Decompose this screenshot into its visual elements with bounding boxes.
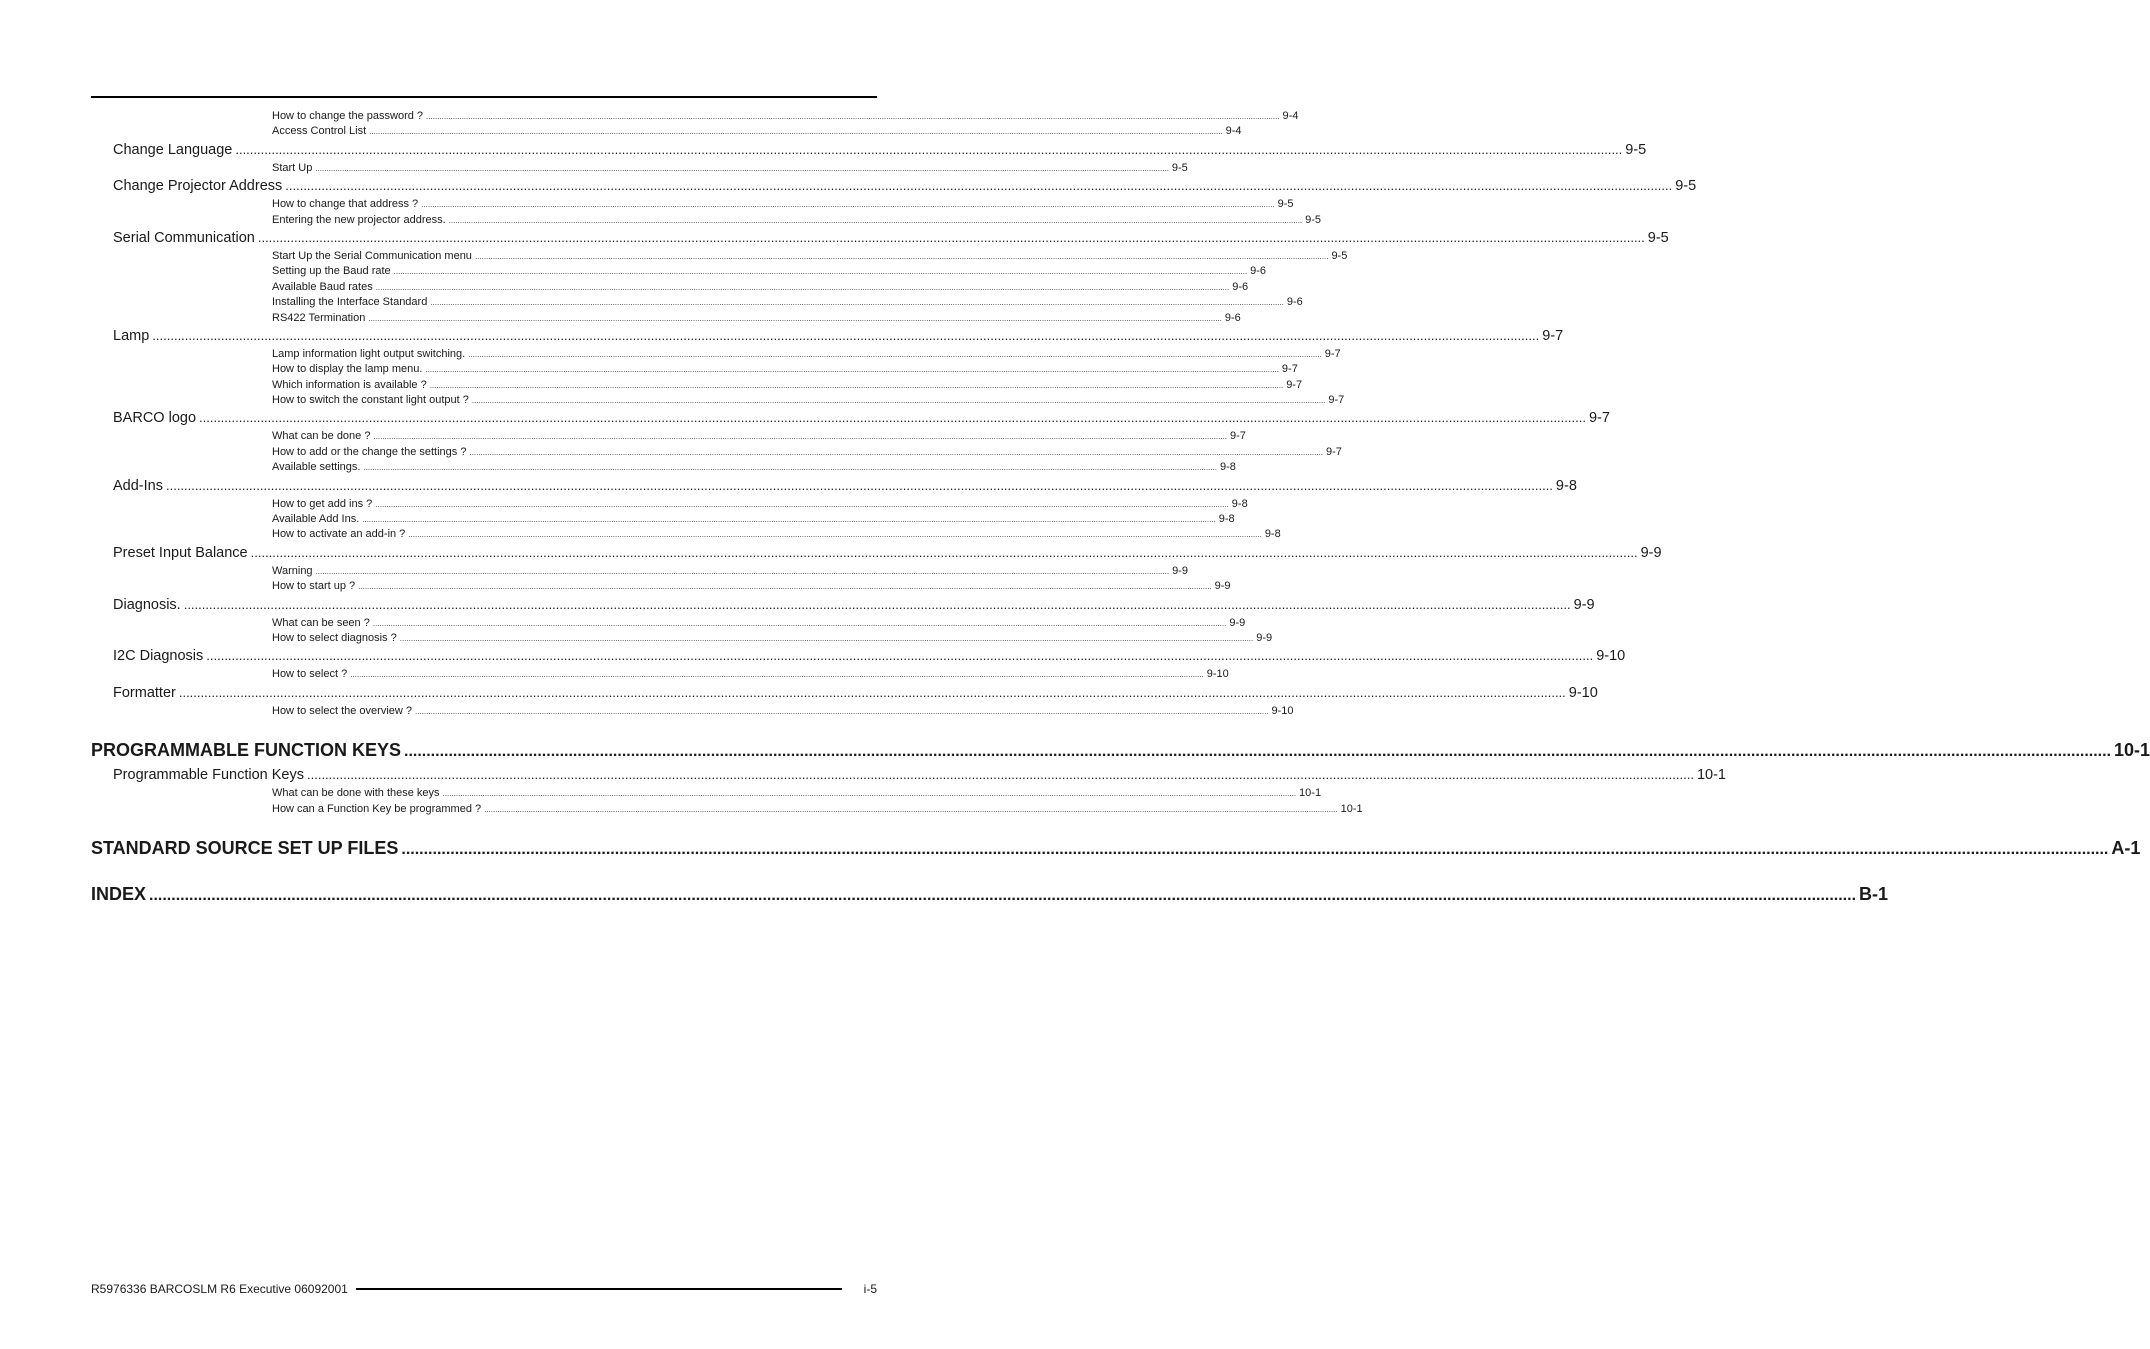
- toc-entry-sub[interactable]: [272, 668, 1229, 683]
- toc-entry-page: 9-7: [1229, 430, 1246, 443]
- toc-entry-title: STANDARD SOURCE SET UP FILES: [91, 837, 399, 858]
- toc-entry-title: How to display the lamp menu.: [272, 363, 423, 376]
- toc-entry-title: What can be seen ?: [272, 616, 370, 629]
- toc-entry-sub[interactable]: [272, 363, 1298, 378]
- toc-entry-page: 9-8: [1231, 497, 1248, 510]
- toc-entry-page: 9-10: [1206, 668, 1229, 681]
- toc-entry-sub[interactable]: [272, 378, 1303, 394]
- toc-entry-page: 9-9: [1214, 580, 1231, 593]
- dot-leader: [373, 432, 1227, 441]
- toc-entry-sub[interactable]: [272, 394, 1345, 409]
- toc-entry-page: 9-7: [1328, 394, 1345, 407]
- toc-entry-sub[interactable]: [272, 110, 1299, 125]
- page-number: i-5: [863, 1282, 877, 1296]
- toc-entry-sub[interactable]: [272, 461, 1236, 476]
- top-rule: [91, 96, 877, 98]
- toc-entry-title: Formatter: [113, 684, 176, 701]
- dot-leader: [258, 230, 1645, 245]
- toc-entry-sub[interactable]: [272, 787, 1322, 802]
- toc-entry-sec[interactable]: [113, 684, 1598, 705]
- toc-entry-sec[interactable]: [113, 410, 1610, 430]
- dot-leader: [376, 283, 1230, 292]
- toc-entry-title: Serial Communication: [113, 229, 255, 246]
- dot-leader: [184, 597, 1571, 612]
- dot-leader: [443, 789, 1297, 798]
- toc-entry-title: Access Control List: [272, 125, 367, 138]
- toc-entry-title: How to select diagnosis ?: [272, 631, 397, 644]
- toc-entry-chap[interactable]: [91, 883, 1889, 910]
- toc-entry-sec[interactable]: [113, 229, 1669, 250]
- dot-leader: [430, 298, 1284, 307]
- toc-entry-title: Setting up the Baud rate: [272, 265, 391, 278]
- toc-entry-page: 9-8: [1219, 461, 1236, 474]
- toc-entry-sub[interactable]: [272, 430, 1246, 445]
- dot-leader: [251, 545, 1638, 560]
- toc-entry-sec[interactable]: [113, 327, 1564, 348]
- dot-leader: [408, 530, 1262, 539]
- toc-entry-title: Available Baud rates: [272, 280, 373, 293]
- toc-entry-title: Start Up the Serial Communication menu: [272, 249, 472, 262]
- dot-leader: [149, 887, 1856, 905]
- dot-leader: [475, 252, 1329, 261]
- toc-entry-page: 9-7: [1325, 445, 1342, 458]
- toc-entry-title: RS422 Termination: [272, 311, 366, 324]
- toc-entry-chap[interactable]: [91, 837, 2141, 864]
- toc-entry-title: How to change that address ?: [272, 198, 419, 211]
- toc-entry-title: Preset Input Balance: [113, 544, 248, 561]
- toc-entry-title: Lamp: [113, 327, 150, 344]
- toc-gap: [0, 720, 954, 740]
- dot-leader: [421, 200, 1275, 209]
- dot-leader: [425, 365, 1279, 374]
- toc-entry-title: How to select ?: [272, 668, 348, 681]
- page-footer: [91, 1281, 877, 1297]
- toc-entry-title: Installing the Interface Standard: [272, 296, 428, 309]
- toc-entry-sec[interactable]: [113, 544, 1662, 565]
- toc-entry-page: 9-8: [1264, 528, 1281, 541]
- toc-entry-title: Lamp information light output switching.: [272, 347, 466, 360]
- dot-leader: [368, 314, 1222, 323]
- toc-entry-sub[interactable]: [272, 513, 1235, 528]
- toc-entry-page: 9-6: [1250, 265, 1267, 278]
- toc-entry-sub[interactable]: [272, 704, 1294, 720]
- toc-entry-sub[interactable]: [272, 802, 1363, 818]
- toc-entry-sec[interactable]: [113, 596, 1595, 617]
- toc-entry-page: A-1: [2111, 837, 2141, 858]
- dot-leader: [469, 448, 1323, 457]
- toc-entry-title: Programmable Function Keys: [113, 767, 304, 784]
- toc-entry-page: 9-5: [1277, 198, 1294, 211]
- toc-entry-title: I2C Diagnosis: [113, 648, 204, 665]
- toc-entry-title: Warning: [272, 564, 313, 577]
- toc-entry-sec[interactable]: [113, 141, 1647, 162]
- dot-leader: [404, 743, 2111, 761]
- toc-entry-title: How to add or the change the settings ?: [272, 445, 467, 458]
- dot-leader: [468, 350, 1322, 359]
- toc-entry-page: 10-1: [1299, 787, 1322, 800]
- toc-entry-title: BARCO logo: [113, 410, 197, 427]
- dot-leader: [358, 582, 1212, 591]
- dot-leader: [415, 707, 1269, 716]
- toc-entry-page: 9-10: [1568, 684, 1598, 701]
- dot-leader: [362, 515, 1216, 524]
- toc-entry-page: 9-5: [1647, 229, 1669, 246]
- toc-entry-page: 9-8: [1218, 513, 1235, 526]
- toc-entry-page: 9-9: [1172, 564, 1188, 577]
- toc-entry-title: How to switch the constant light output ?: [272, 394, 469, 407]
- toc-entry-title: How can a Function Key be programmed ?: [272, 802, 482, 815]
- toc-entry-page: 10-1: [1696, 767, 1726, 784]
- toc-entry-sub[interactable]: [272, 564, 1188, 580]
- toc-entry-title: Add-Ins: [113, 477, 163, 494]
- toc-entry-sec[interactable]: [113, 648, 1626, 668]
- toc-entry-sec[interactable]: [113, 178, 1697, 198]
- toc-entry-page: 9-8: [1555, 477, 1577, 494]
- dot-leader: [375, 500, 1229, 509]
- toc-entry-title: Available Add Ins.: [272, 513, 360, 526]
- toc-entry-sub[interactable]: [272, 296, 1303, 311]
- dot-leader: [199, 410, 1586, 425]
- toc-entry-page: 9-6: [1224, 311, 1241, 324]
- toc-entry-page: 9-4: [1282, 110, 1299, 122]
- toc-entry-title: Which information is available ?: [272, 378, 427, 391]
- toc-entry-title: Available settings.: [272, 461, 361, 474]
- toc-entry-title: How to activate an add-in ?: [272, 528, 406, 541]
- toc-entry-sub[interactable]: [272, 213, 1322, 229]
- dot-leader: [373, 619, 1227, 628]
- toc-entry-sub[interactable]: [272, 616, 1246, 632]
- toc-entry-title: How to get add ins ?: [272, 497, 373, 510]
- dot-leader: [401, 841, 2108, 859]
- toc-entry-title: Start Up: [272, 161, 313, 174]
- toc-entry-page: 9-10: [1596, 648, 1626, 665]
- toc-entry-title: Change Projector Address: [113, 178, 283, 195]
- dot-leader: [449, 216, 1303, 225]
- dot-leader: [430, 381, 1284, 390]
- toc-entry-sub[interactable]: [272, 445, 1342, 461]
- toc-entry-page: 9-7: [1542, 327, 1564, 344]
- dot-leader: [316, 567, 1170, 576]
- dot-leader: [394, 267, 1248, 276]
- toc-entry-chap[interactable]: [91, 740, 2150, 766]
- toc-entry-sub[interactable]: [272, 497, 1248, 513]
- toc-entry-page: 10-1: [1340, 802, 1363, 815]
- toc-entry-title: How to change the password ?: [272, 110, 424, 122]
- dot-leader: [285, 178, 1672, 193]
- dot-leader: [206, 648, 1593, 663]
- toc-entry-page: 9-7: [1281, 363, 1298, 376]
- toc-entry-sub[interactable]: [272, 528, 1281, 543]
- toc-entry-page: 9-9: [1256, 631, 1273, 644]
- toc-entry-page: 9-9: [1573, 596, 1595, 613]
- toc-entry-sub[interactable]: [272, 161, 1188, 177]
- dot-leader: [369, 127, 1223, 136]
- dot-leader: [235, 142, 1622, 157]
- toc-entry-title: Diagnosis.: [113, 596, 181, 613]
- toc-entry-sec[interactable]: [113, 767, 1726, 787]
- toc-entry-title: How to select the overview ?: [272, 704, 413, 717]
- toc-entry-sub[interactable]: [272, 125, 1242, 140]
- toc-entry-page: B-1: [1859, 883, 1889, 904]
- toc-entry-page: 9-7: [1324, 347, 1341, 360]
- toc-entry-title: How to start up ?: [272, 580, 356, 593]
- toc-gap: [0, 864, 954, 884]
- toc-entry-page: 9-6: [1286, 296, 1303, 309]
- toc-gap: [0, 818, 954, 838]
- dot-leader: [166, 478, 1553, 493]
- toc-entry-sec[interactable]: [113, 477, 1577, 498]
- toc-entry-page: 9-9: [1229, 616, 1246, 629]
- dot-leader: [400, 634, 1254, 643]
- toc-entry-page: 9-4: [1225, 125, 1242, 138]
- toc-entry-title: Change Language: [113, 141, 233, 158]
- toc-entry-sub[interactable]: [272, 631, 1273, 647]
- dot-leader: [152, 328, 1539, 343]
- toc-entry-page: 9-7: [1286, 378, 1303, 391]
- dot-leader: [315, 164, 1169, 173]
- toc-entry-title: What can be done ?: [272, 430, 371, 443]
- toc-entry-sub[interactable]: [272, 347, 1341, 363]
- dot-leader: [472, 396, 1326, 405]
- dot-leader: [179, 685, 1566, 700]
- dot-leader: [484, 805, 1338, 814]
- toc-entry-page: 9-6: [1232, 280, 1249, 293]
- toc-entry-page: 9-5: [1331, 249, 1348, 262]
- table-of-contents: [0, 110, 2150, 910]
- toc-entry-title: PROGRAMMABLE FUNCTION KEYS: [91, 740, 401, 761]
- document-reference: R5976336 BARCOSLM R6 Executive 06092001: [91, 1282, 348, 1296]
- toc-entry-sub[interactable]: [272, 580, 1231, 595]
- toc-entry-page: 10-1: [2114, 740, 2150, 761]
- dot-leader: [363, 463, 1217, 472]
- toc-entry-sub[interactable]: [272, 311, 1241, 327]
- toc-entry-title: Entering the new projector address.: [272, 213, 446, 226]
- dot-leader: [307, 767, 1694, 782]
- toc-entry-title: INDEX: [91, 883, 147, 904]
- toc-entry-sub[interactable]: [272, 280, 1249, 296]
- dot-leader: [426, 112, 1280, 121]
- toc-entry-page: 9-5: [1675, 178, 1697, 195]
- toc-entry-page: 9-7: [1588, 410, 1610, 427]
- footer-rule: [356, 1288, 842, 1290]
- toc-entry-title: What can be done with these keys: [272, 787, 440, 800]
- toc-entry-sub[interactable]: [272, 265, 1267, 280]
- toc-entry-page: 9-5: [1171, 161, 1188, 174]
- dot-leader: [350, 670, 1204, 679]
- toc-entry-page: 9-10: [1271, 704, 1294, 717]
- toc-entry-page: 9-5: [1305, 213, 1322, 226]
- toc-entry-page: 9-9: [1640, 544, 1662, 561]
- toc-entry-page: 9-5: [1625, 141, 1647, 158]
- toc-entry-sub[interactable]: [272, 198, 1294, 213]
- toc-entry-sub[interactable]: [272, 249, 1348, 265]
